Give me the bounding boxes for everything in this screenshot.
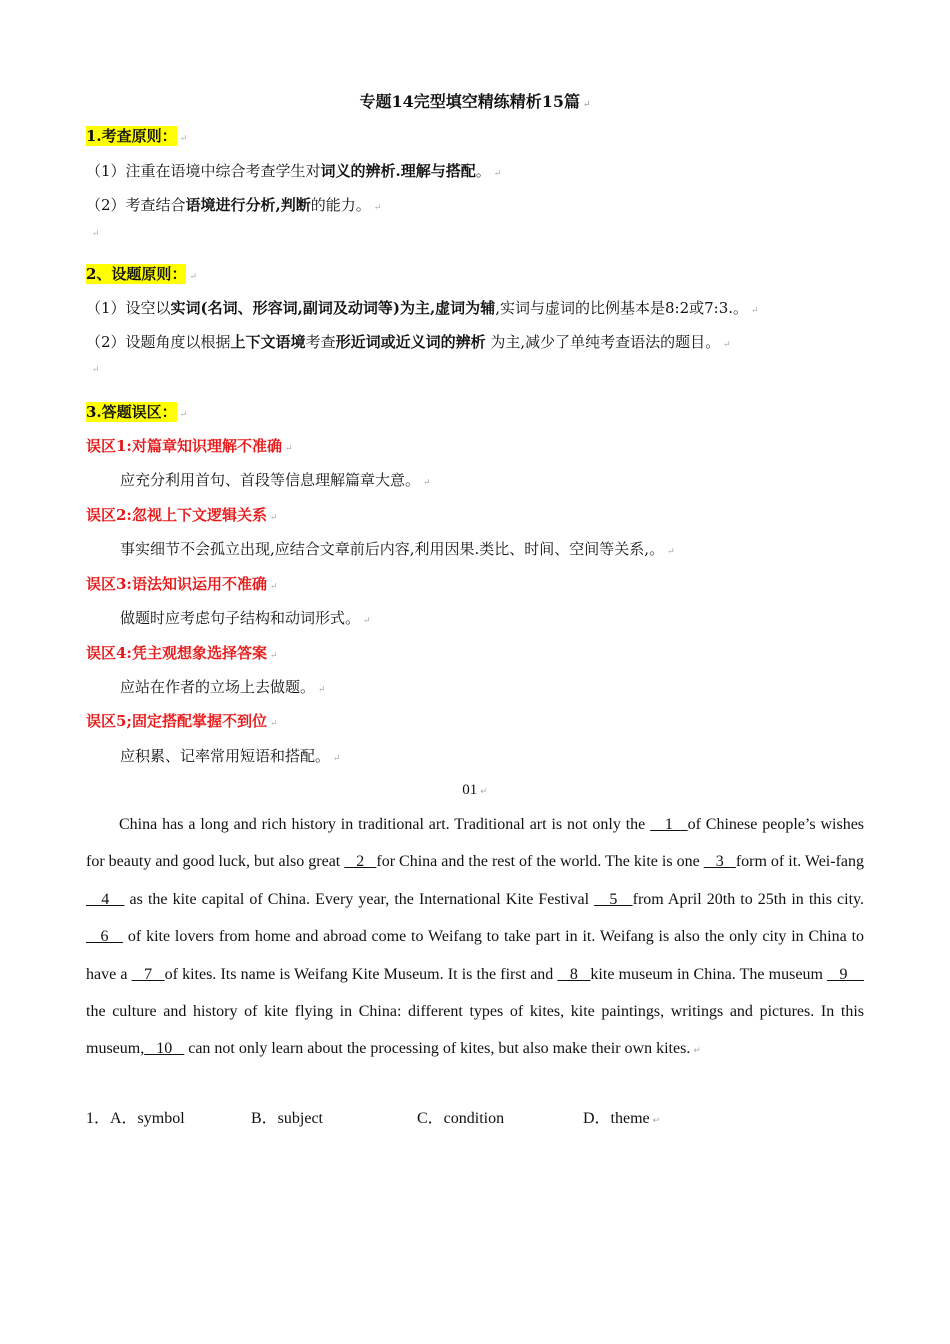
passage-number: 01 ↵: [462, 782, 488, 798]
misconception-label-4: 误区4:凭主观想象选择答案 ↵: [86, 644, 278, 662]
misconception-text-1: 应充分利用首句、首段等信息理解篇章大意。 ↵: [120, 471, 431, 489]
option-d[interactable]: D．theme ↵: [583, 1110, 661, 1127]
section1-heading: 1.考查原则： ↵: [86, 127, 188, 145]
section2-item1: （1）设空以实词(名词、形容词,副词及动词等)为主,虚词为辅,实词与虚词的比例基本是8:2或7:3.。 ↵: [86, 299, 759, 317]
blank-7: 7: [131, 965, 165, 983]
misconception-text-5: 应积累、记率常用短语和搭配。 ↵: [120, 747, 341, 765]
section2-item2: （2）设题角度以根据上下文语境考查形近词或近义词的辨析 为主,减少了单纯考查语法的题目。 ↵: [86, 333, 731, 351]
misconception-text-3: 做题时应考虑句子结构和动词形式。 ↵: [120, 609, 371, 627]
blank-10: 10: [144, 1040, 185, 1058]
document-title: 专题14完型填空精练精析15篇 ↵: [359, 92, 591, 111]
empty-paragraph: ↵: [92, 365, 100, 375]
misconception-label-2: 误区2:忽视上下文逻辑关系 ↵: [86, 506, 278, 524]
blank-2: 2: [344, 853, 377, 871]
misconception-text-4: 应站在作者的立场上去做题。 ↵: [120, 678, 326, 696]
option-c[interactable]: C．condition: [417, 1110, 505, 1127]
misconception-label-5: 误区5;固定搭配掌握不到位 ↵: [86, 712, 278, 730]
section2-heading: 2、设题原则： ↵: [86, 265, 197, 283]
section1-item1: （1）注重在语境中综合考查学生对词义的辨析.理解与搭配。 ↵: [86, 162, 502, 180]
section3-heading: 3.答题误区： ↵: [86, 403, 188, 421]
empty-paragraph: ↵: [92, 229, 100, 239]
blank-3: 3: [703, 853, 736, 871]
misconception-label-3: 误区3:语法知识运用不准确 ↵: [86, 575, 278, 593]
misconception-label-1: 误区1:对篇章知识理解不准确 ↵: [86, 437, 293, 455]
misconception-text-2: 事实细节不会孤立出现,应结合文章前后内容,利用因果.类比、时间、空间等关系,。 ↵: [120, 540, 675, 558]
blank-6: 6: [86, 928, 124, 946]
blank-8: 8: [557, 965, 591, 983]
blank-4: 4: [86, 890, 125, 908]
blank-9: 9: [827, 965, 865, 983]
option-a[interactable]: A．symbol: [110, 1110, 185, 1127]
question-number: 1．: [86, 1110, 111, 1127]
section1-item2: （2）考查结合语境进行分析,判断的能力。 ↵: [86, 196, 382, 214]
cloze-passage: China has a long and rich history in traditional art. Traditional art is not only the 1 of Chinese people’s wishes for beauty and good luck, but also great 2 for China and the rest of the world. The kite is one 3 form of it. Wei-fang 4 as the kite capital of China. Every year, the International Kite Festival 5 from April 20th to 25th in this city. 6 of kite lovers from home and abroad come to Weifang to take part in it. Weifang is also the only city in China to have a 7 of kites. Its name is Weifang Kite Museum. It is the first and 8 kite museum in China. The museum 9 the culture and history of kite flying in China: different types of kites, kite paintings, writings and pictures. In this museum, 10 can not only learn about the processing of kites, but also make their own kites. ↵: [86, 816, 865, 1058]
blank-1: 1: [650, 816, 688, 833]
blank-5: 5: [594, 890, 633, 908]
option-b[interactable]: B．subject: [251, 1110, 323, 1127]
paragraph-mark: ↵: [583, 100, 591, 110]
